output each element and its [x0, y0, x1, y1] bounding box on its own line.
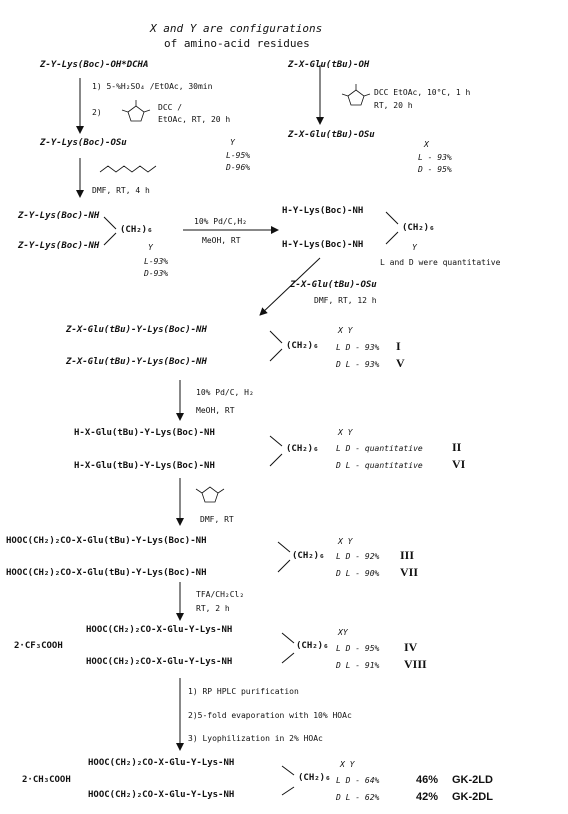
step7-cond1: 1) RP HPLC purification [188, 687, 299, 696]
osu-right-col: X [424, 140, 429, 149]
cmpd-I-label: I [396, 339, 401, 353]
osu-right-L: L - 93% [418, 153, 452, 162]
final-yield1: 46% [416, 774, 439, 786]
cmpd-III-head: X Y [338, 537, 353, 546]
final-bot: HOOC(CH₂)₂CO-X-Glu-Y-Lys-NH [88, 790, 235, 800]
osu-left-col: Y [230, 138, 235, 147]
cmpd-II-row1: L D - quantitative [336, 444, 423, 453]
cmpd-III-row2: D L - 90% [336, 569, 380, 578]
dimer-right-linker: (CH₂)₆ [402, 223, 435, 233]
left-start-material: Z-Y-Lys(Boc)-OH*DCHA [40, 60, 149, 70]
right-start-material: Z-X-Glu(tBu)-OH [288, 60, 370, 70]
cmpd-IV-row1: L D - 95% [336, 644, 380, 653]
step6-cond1: TFA/CH₂Cl₂ [196, 590, 245, 599]
cmpd-II-label: II [452, 440, 462, 454]
cmpd-II-head: X Y [338, 428, 353, 437]
cmpd-III-bot: HOOC(CH₂)₂CO-X-Glu(tBu)-Y-Lys(Boc)-NH [6, 568, 207, 578]
cmpd-II-row2: D L - quantitative [336, 461, 423, 470]
cmpd-VIII-label: VIII [404, 657, 427, 671]
hydrog1-cond1: 10% Pd/C,H₂ [194, 217, 247, 226]
right-step-cond1: DCC EtOAc, 10°C, 1 h [374, 88, 471, 97]
cmpd-VI-label: VI [452, 457, 466, 471]
step7-cond2: 2)5-fold evaporation with 10% HOAc [188, 711, 352, 720]
step7-cond3: 3) Lyophilization in 2% HOAc [188, 734, 323, 743]
bracket-dimer-right [386, 212, 398, 244]
dimer-left-top: Z-Y-Lys(Boc)-NH [18, 211, 100, 221]
step4-cond2: MeOH, RT [196, 406, 235, 415]
cmpd-III-row1: L D - 92% [336, 552, 380, 561]
step3-reagent: Z-X-Glu(tBu)-OSu [290, 280, 377, 290]
dimer-right-note: L and D were quantitative [380, 258, 501, 267]
cmpd-IV-linker: (CH₂)₆ [296, 641, 329, 651]
final-row1: L D - 64% [336, 776, 380, 785]
step1-cond1: 1) 5-%H₂SO₄ /EtOAc, 30min [92, 82, 213, 91]
cmpd-I-top: Z-X-Glu(tBu)-Y-Lys(Boc)-NH [66, 325, 207, 335]
step6-cond2: RT, 2 h [196, 604, 230, 613]
osu-left-name: Z-Y-Lys(Boc)-OSu [40, 138, 127, 148]
bracket-dimer-left [104, 217, 116, 245]
osu-right-name: Z-X-Glu(tBu)-OSu [288, 130, 375, 140]
dimer-left-bot: Z-Y-Lys(Boc)-NH [18, 241, 100, 251]
final-row2: D L - 62% [336, 793, 380, 802]
step5-cond: DMF, RT [200, 515, 234, 524]
dimer-left-linker: (CH₂)₆ [120, 225, 153, 235]
cmpd-I-linker: (CH₂)₆ [286, 341, 319, 351]
final-top: HOOC(CH₂)₂CO-X-Glu-Y-Lys-NH [88, 758, 235, 768]
cmpd-I-row1: L D - 93% [336, 343, 380, 352]
osu-left-L: L-95% [226, 151, 251, 160]
bracket-cmpd-IV [282, 633, 294, 663]
hexamethylenediamine-structure [100, 166, 156, 172]
final-gk2ld: GK-2LD [452, 774, 493, 786]
bracket-cmpd-III [278, 542, 290, 572]
cmpd-III-linker: (CH₂)₆ [292, 551, 325, 561]
cmpd-I-bot: Z-X-Glu(tBu)-Y-Lys(Boc)-NH [66, 357, 207, 367]
cmpd-IV-label: IV [404, 640, 418, 654]
cmpd-IV-salt: 2·CF₃COOH [14, 641, 63, 651]
step1-cond2a: 2) [92, 108, 102, 117]
cmpd-I-row2: D L - 93% [336, 360, 380, 369]
dimer-right-top: H-Y-Lys(Boc)-NH [282, 206, 364, 216]
cmpd-I-head: X Y [338, 326, 353, 335]
cmpd-II-top: H-X-Glu(tBu)-Y-Lys(Boc)-NH [74, 428, 215, 438]
hydrog1-cond2: MeOH, RT [202, 236, 241, 245]
header-line1: X and Y are configurations [150, 22, 323, 35]
step2-cond: DMF, RT, 4 h [92, 186, 150, 195]
cmpd-VII-label: VII [400, 565, 419, 579]
dimer-right-bot: H-Y-Lys(Boc)-NH [282, 240, 364, 250]
right-step-cond2: RT, 20 h [374, 101, 413, 110]
cmpd-III-label: III [400, 548, 415, 562]
step1-cond2c: EtOAc, RT, 20 h [158, 115, 231, 124]
cmpd-II-bot: H-X-Glu(tBu)-Y-Lys(Boc)-NH [74, 461, 215, 471]
header-line2: of amino-acid residues [164, 37, 310, 50]
cmpd-IV-bot: HOOC(CH₂)₂CO-X-Glu-Y-Lys-NH [86, 657, 233, 667]
dimer-left-L: L-93% [144, 257, 169, 266]
cmpd-IV-top: HOOC(CH₂)₂CO-X-Glu-Y-Lys-NH [86, 625, 233, 635]
hosu-structure-left [122, 100, 150, 121]
cmpd-III-top: HOOC(CH₂)₂CO-X-Glu(tBu)-Y-Lys(Boc)-NH [6, 536, 207, 546]
succinic-anhydride-structure [196, 487, 224, 502]
bracket-cmpd-II [270, 436, 282, 466]
cmpd-IV-row2: D L - 91% [336, 661, 380, 670]
cmpd-V-label: V [396, 356, 405, 370]
final-linker: (CH₂)₆ [298, 773, 331, 783]
final-salt: 2·CH₃COOH [22, 775, 71, 785]
final-yield2: 42% [416, 791, 439, 803]
bracket-final [282, 766, 294, 795]
osu-right-D: D - 95% [418, 165, 452, 174]
dimer-left-D: D-93% [144, 269, 169, 278]
bracket-cmpd-I [270, 331, 282, 361]
final-gk2dl: GK-2DL [452, 791, 493, 803]
step1-cond2b: DCC / [158, 103, 183, 112]
dimer-right-col: Y [412, 243, 417, 252]
step3-cond: DMF, RT, 12 h [314, 296, 377, 305]
osu-left-D: D-96% [226, 163, 251, 172]
cmpd-IV-head: XY [338, 628, 348, 637]
dimer-left-col: Y [148, 243, 153, 252]
cmpd-II-linker: (CH₂)₆ [286, 444, 319, 454]
final-head: X Y [340, 760, 355, 769]
hosu-structure-right [342, 84, 370, 105]
step4-cond1: 10% Pd/C, H₂ [196, 388, 254, 397]
